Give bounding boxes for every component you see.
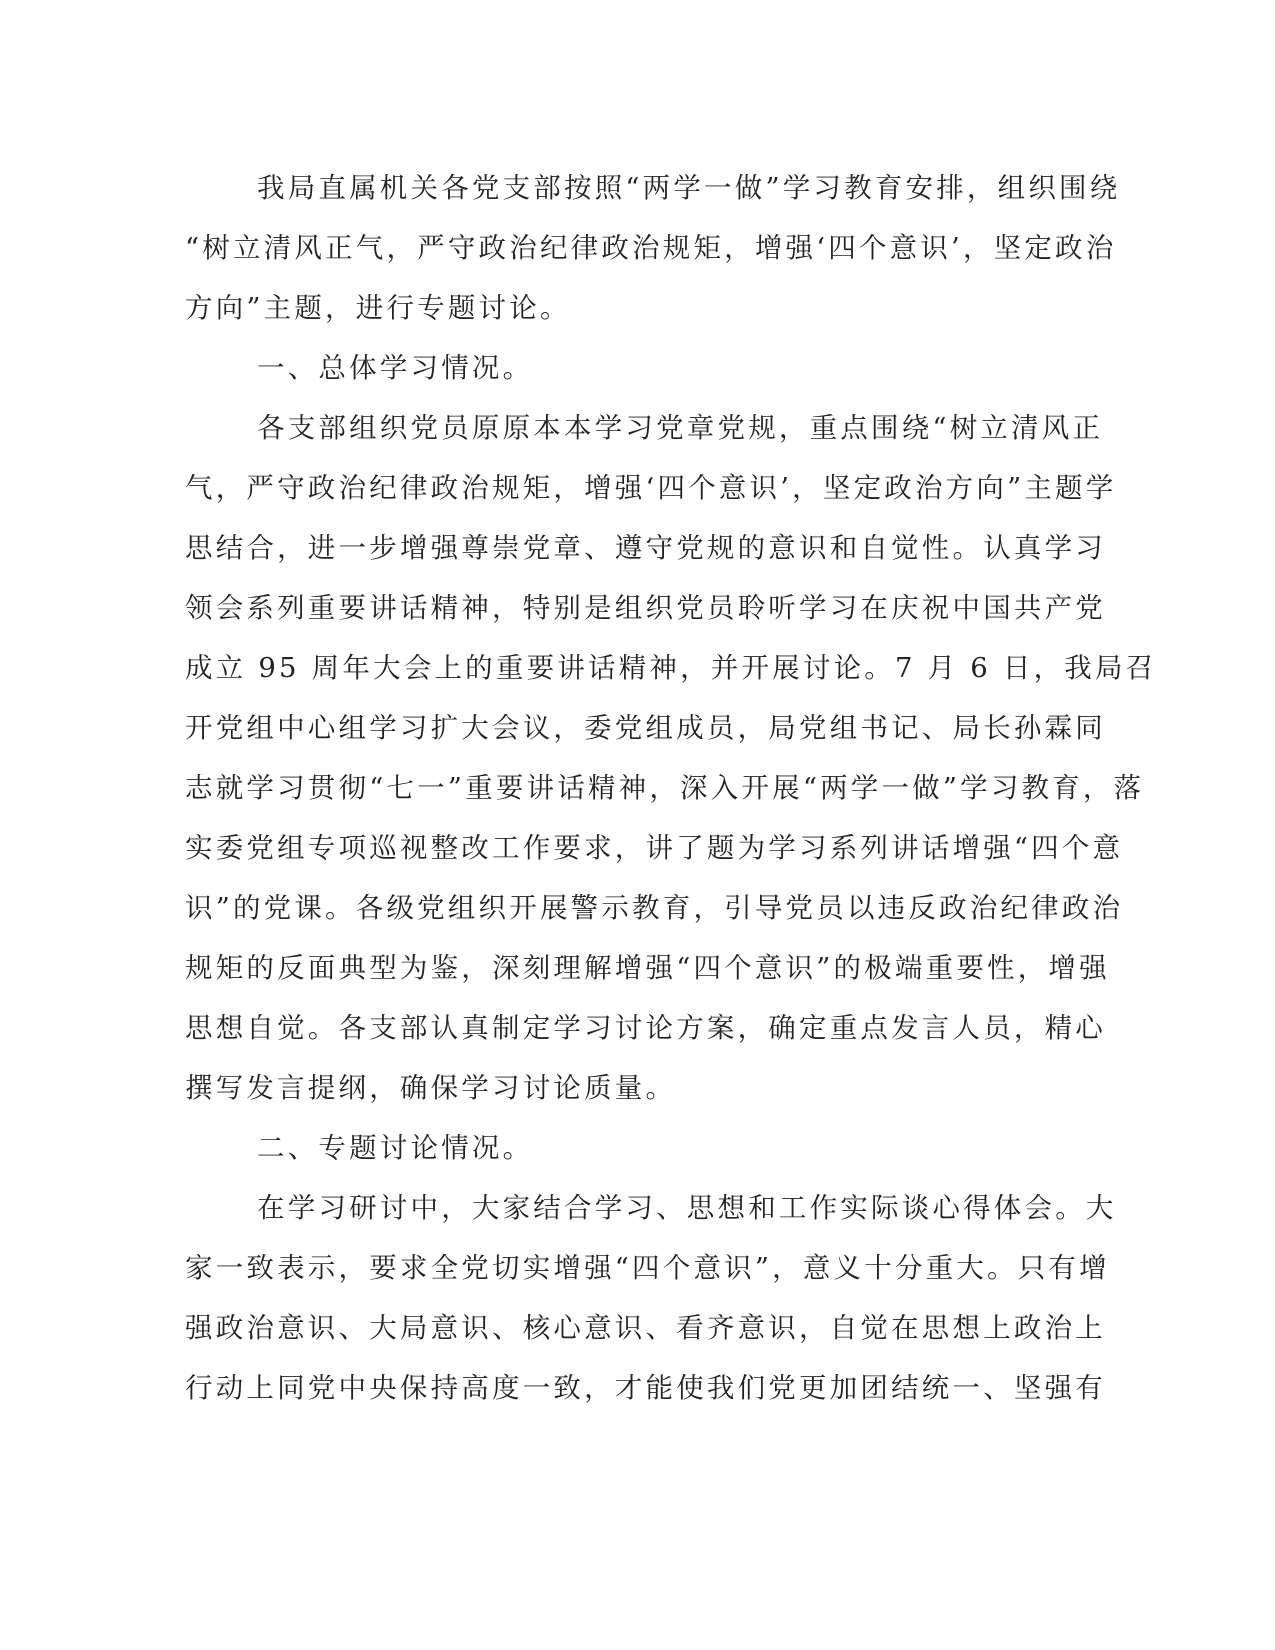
text-line: 各支部组织党员原原本本学习党章党规，重点围绕“树立清风正 xyxy=(257,412,1104,444)
text-line: 在学习研讨中，大家结合学习、思想和工作实际谈心得体会。大 xyxy=(257,1192,1117,1224)
text-line: 气，严守政治纪律政治规矩，增强‘四个意识’，坚定政治方向”主题学 xyxy=(185,472,1117,504)
text-line: 思想自觉。各支部认真制定学习讨论方案，确定重点发言人员，精心 xyxy=(185,1012,1106,1044)
text-line: 领会系列重要讲话精神，特别是组织党员聆听学习在庆祝中国共产党 xyxy=(185,592,1106,624)
intro-paragraph xyxy=(185,158,1121,338)
heading-text: 一、总体学习情况。 xyxy=(257,352,534,384)
text-line: 识”的党课。各级党组织开展警示教育，引导党员以违反政治纪律政治 xyxy=(185,892,1124,924)
text-line: 行动上同党中央保持高度一致，才能使我们党更加团结统一、坚强有 xyxy=(185,1372,1106,1404)
text-line: 成立 95 周年大会上的重要讲话精神，并开展讨论。7 月 6 日，我局召 xyxy=(185,652,1157,684)
text-line: 思结合，进一步增强尊崇党章、遵守党规的意识和自觉性。认真学习 xyxy=(185,532,1106,564)
text-line: “树立清风正气，严守政治纪律政治规矩，增强‘四个意识’，坚定政治 xyxy=(185,232,1117,264)
heading-text: 二、专题讨论情况。 xyxy=(257,1132,534,1164)
document-body xyxy=(185,158,1157,1418)
text-line: 方向”主题，进行专题讨论。 xyxy=(185,292,571,324)
text-line: 强政治意识、大局意识、核心意识、看齐意识，自觉在思想上政治上 xyxy=(185,1312,1106,1344)
text-line: 志就学习贯彻“七一”重要讲话精神，深入开展“两学一做”学习教育，落 xyxy=(185,772,1145,804)
discussion-paragraph xyxy=(185,1178,1117,1418)
text-line: 撰写发言提纲，确保学习讨论质量。 xyxy=(185,1072,677,1104)
text-line: 开党组中心组学习扩大会议，委党组成员，局党组书记、局长孙霖同 xyxy=(185,712,1106,744)
study-paragraph xyxy=(185,398,1157,1118)
section-heading-2 xyxy=(185,1118,1065,1178)
text-line: 家一致表示，要求全党切实增强“四个意识”，意义十分重大。只有增 xyxy=(185,1252,1110,1284)
text-line: 规矩的反面典型为鉴，深刻理解增强“四个意识”的极端重要性，增强 xyxy=(185,952,1110,984)
section-heading-1 xyxy=(185,338,1065,398)
text-line: 实委党组专项巡视整改工作要求，讲了题为学习系列讲话增强“四个意 xyxy=(185,832,1124,864)
text-line: 我局直属机关各党支部按照“两学一做”学习教育安排，组织围绕 xyxy=(257,172,1121,204)
